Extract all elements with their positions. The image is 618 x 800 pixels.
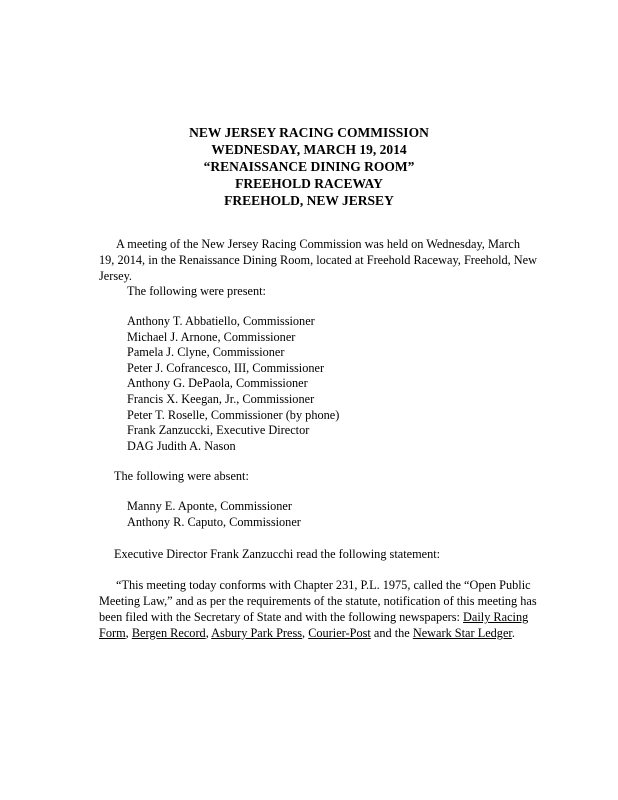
- statement-text-3: been filed with the Secretary of State and with the following newspapers:: [99, 610, 464, 624]
- present-list: [127, 314, 339, 454]
- absent-member: Manny E. Aponte, Commissioner: [127, 499, 292, 513]
- absent-label: The following were absent:: [114, 469, 249, 483]
- header-line-1: NEW JERSEY RACING COMMISSION: [189, 125, 429, 140]
- intro-line-1: A meeting of the New Jersey Racing Commission was held on Wednesday, March: [116, 237, 521, 251]
- newspaper-daily-racing-form: Daily Racing: [463, 610, 529, 624]
- newspaper-courier-post: Courier-Post: [308, 626, 371, 640]
- period: .: [511, 626, 515, 640]
- document-header: [0, 124, 618, 209]
- header-line-5: FREEHOLD, NEW JERSEY: [224, 193, 394, 208]
- present-member: Anthony T. Abbatiello, Commissioner: [127, 314, 315, 328]
- present-member: Peter J. Cofrancesco, III, Commissioner: [127, 360, 325, 375]
- newspaper-newark-star-ledger: Newark Star Ledger: [412, 626, 512, 640]
- header-line-3: “RENAISSANCE DINING ROOM”: [203, 159, 415, 174]
- separator: and the: [370, 626, 413, 640]
- absent-list: [127, 499, 301, 530]
- newspaper-asbury-park-press: Asbury Park Press: [211, 626, 303, 640]
- present-label: The following were present:: [127, 284, 266, 298]
- present-member: Anthony G. DePaola, Commissioner: [127, 376, 308, 391]
- statement-line-1: [99, 577, 559, 593]
- statement-text-1: “This meeting today conforms with Chapter 231, P.L. 1975, called the “Open Public: [116, 578, 531, 592]
- header-line-2: WEDNESDAY, MARCH 19, 2014: [211, 142, 407, 157]
- separator: ,: [125, 626, 132, 640]
- separator: ,: [205, 626, 212, 640]
- statement-line-4: [99, 625, 559, 641]
- present-member: DAG Judith A. Nason: [127, 438, 236, 453]
- present-member: Frank Zanzuccki, Executive Director: [127, 423, 310, 438]
- present-member: Peter T. Roselle, Commissioner (by phone): [127, 407, 340, 422]
- statement-paragraph: [99, 577, 559, 641]
- statement-line-2: Meeting Law,” and as per the requirements of the statute, notification of this meeting has: [99, 594, 537, 608]
- newspaper-daily-racing-form-cont: Form: [99, 626, 126, 640]
- absent-member: Anthony R. Caputo, Commissioner: [127, 514, 301, 529]
- separator: ,: [302, 626, 309, 640]
- present-member: Pamela J. Clyne, Commissioner: [127, 345, 285, 360]
- present-member: Francis X. Keegan, Jr., Commissioner: [127, 391, 315, 406]
- intro-line-3: Jersey.: [99, 269, 133, 283]
- intro-paragraph: [99, 236, 559, 284]
- present-member: Michael J. Arnone, Commissioner: [127, 329, 296, 344]
- statement-line-3: [99, 609, 559, 625]
- statement-intro: Executive Director Frank Zanzucchi read the following statement:: [114, 547, 441, 561]
- intro-line-2: 19, 2014, in the Renaissance Dining Room, located at Freehold Raceway, Freehold, New: [99, 253, 538, 267]
- header-line-4: FREEHOLD RACEWAY: [235, 176, 383, 191]
- newspaper-bergen-record: Bergen Record: [131, 626, 206, 640]
